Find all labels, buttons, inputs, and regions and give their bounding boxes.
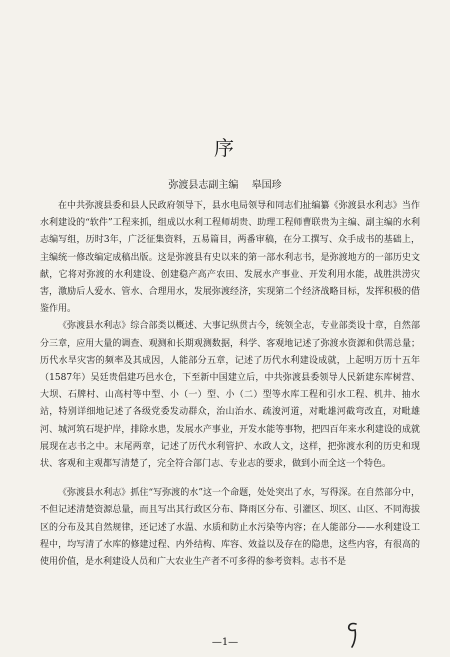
author-role: 弥渡县志副主编 — [168, 180, 239, 191]
paragraph: 在中共弥渡县委和县人民政府领导下，县水电局领导和同志们扯编纂《弥渡县水利志》当作水利建设的“软件”工程来抓，组成以水利工程师胡贵、助理工程师曹联贵为主编、副主编的水利志编写组，历时3年，广泛征集资料，五易篇目，两番审稿，在分工撰写、众手成书的基础上，主编统一修改编定成稿出版。这是弥渡县有史以来的第一部水利志书，是弥渡地方的一部历史文献，它将对弥渡的水利建设、创建稳产高产农田、发展水产事业、开发利用水能，战胜洪涝灾害，激励后人爱水、管水、合理用水，发展弥渡经济，实现第二个经济战略目标，发挥积极的借鉴作用。 — [40, 201, 420, 315]
page-number: —1— — [211, 637, 239, 648]
author-name: 皋国珍 — [251, 180, 282, 191]
body-text — [40, 198, 420, 571]
paragraph: 《弥渡县水利志》综合部类以概述、大事记纵贯古今，统领全志，专业部类设十章，自然部分三章，应用大量的调查、观测和长期观测数据，科学、客观地记述了弥渡水资源和供需总量；历代水旱灾害的频率及其成因，人能部分五章，记述了历代水利建设成就，上起明万历十五年（1587年）吴廷贵倡建巧邑水仓，下至新中国建立后，中共弥渡县委领导人民新建东库树营、大坝、石牌村、山高村等中型、小（一）型、小（二）型等水库工程和引水工程、机井、抽水站，特别详细地记述了各级党委发动群众，治山治水、疏浚河道，对毗雄河截弯改直，对毗雄河、城河筑石堤护岸，排除水患，发展水产事业，开发水能等事物，把四百年来水利建设的成就展现在志书之中。末尾两章，记述了历代水利管护、水政人文，这样，把弥渡水利的历史和现状、客观和主观都写清楚了，完全符合部门志、专业志的要求，做到小而全这一个特色。 — [40, 321, 420, 470]
page-title: 序 — [214, 136, 236, 160]
author-line — [0, 176, 450, 191]
paragraph: 《弥渡县水利志》抓住“写弥渡的水”这一个命题，处处突出了水，写得深。在自然部分中，不但记述清楚资源总量，而且写出其行政区分布、降雨区分布、引灌区、坝区、山区、不同海拔区的分布及其自然规律，还记述了水温、水质和防止水污染等内容；在人能部分——水利建设工程中，均写清了水库的修建过程、内外结构、库容、效益以及存在的隐患，这些内容，有很高的使用价值，是水利建设人员和广大农业生产者不可多得的参考资料。志书不是 — [40, 488, 420, 568]
